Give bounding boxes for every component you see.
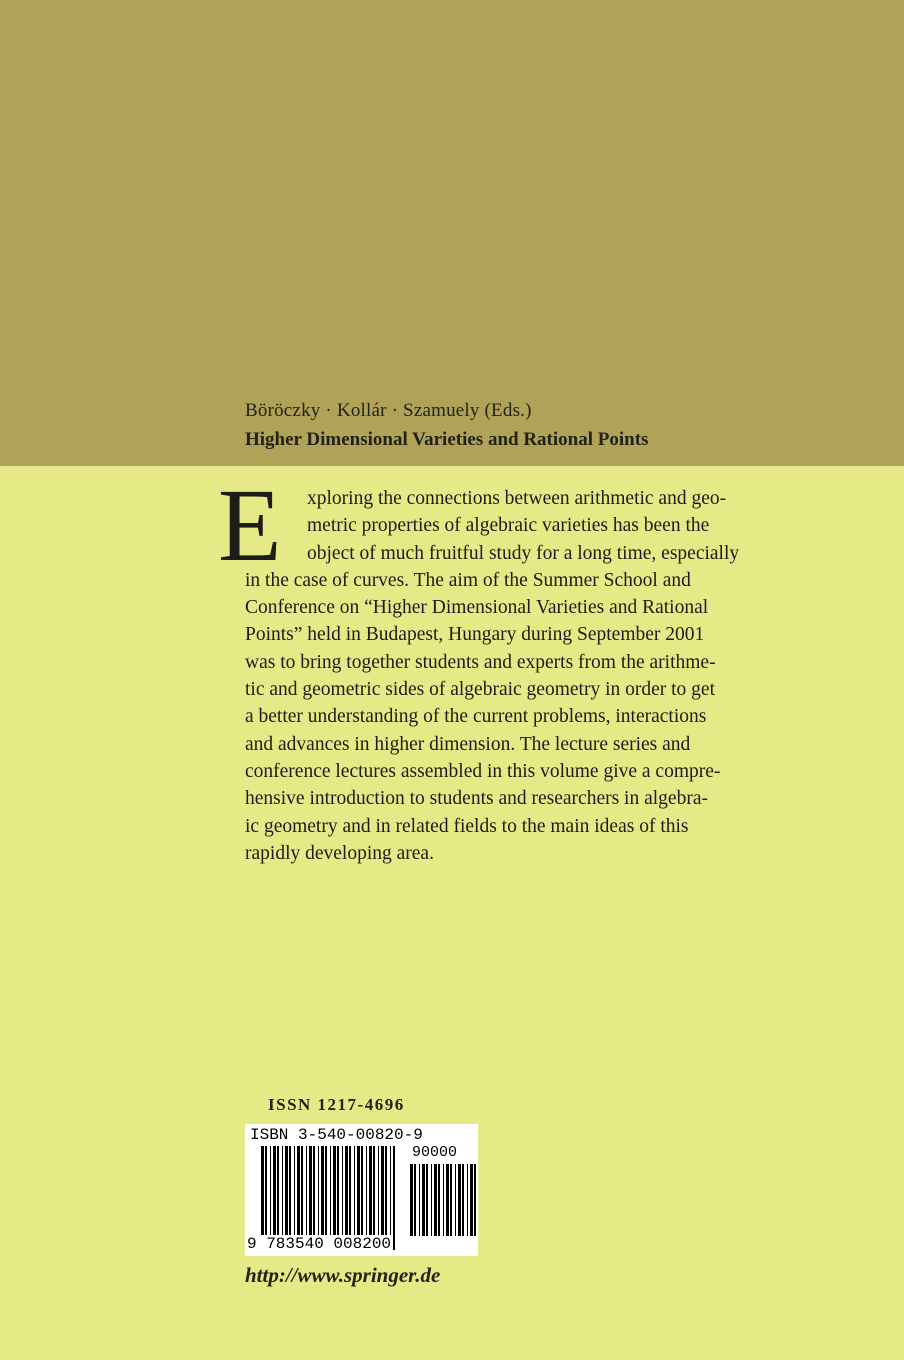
- barcode-bar: [443, 1164, 444, 1236]
- abstract-line: ic geometry and in related fields to the main ideas of this: [245, 815, 689, 837]
- barcode-bar: [474, 1164, 476, 1236]
- barcode-bar: [426, 1164, 428, 1236]
- barcode-bar: [393, 1146, 395, 1250]
- abstract-line: in the case of curves. The aim of the Summer School and: [245, 569, 691, 591]
- abstract-line: a better understanding of the current problems, interactions: [245, 706, 707, 728]
- barcode-bar: [455, 1164, 456, 1236]
- barcode-bar: [450, 1164, 452, 1236]
- abstract-line: xploring the connections between arithmetic and geo-: [307, 488, 727, 509]
- abstract-text: [245, 485, 775, 867]
- abstract-line: object of much fruitful study for a long time, especially: [307, 542, 740, 564]
- abstract-line: hensive introduction to students and researchers in algebra-: [245, 788, 708, 810]
- barcode-bar: [434, 1164, 437, 1236]
- isbn-number: ISBN 3-540-00820-9: [250, 1126, 423, 1144]
- book-title: Higher Dimensional Varieties and Rational Points: [245, 429, 649, 450]
- abstract-line: Points” held in Budapest, Hungary during September 2001: [245, 624, 705, 646]
- cover-top-band: [0, 0, 904, 466]
- abstract-line: conference lectures assembled in this volume give a compre-: [245, 760, 721, 782]
- barcode-bar: [419, 1164, 420, 1236]
- barcode-bar: [410, 1164, 413, 1236]
- issn-number: ISSN 1217-4696: [268, 1095, 405, 1114]
- barcode: [245, 1124, 478, 1256]
- barcode-bar: [414, 1164, 416, 1236]
- abstract-line: and advances in higher dimension. The lecture series and: [245, 733, 691, 755]
- abstract-line: metric properties of algebraic varieties has been the: [307, 515, 710, 537]
- ean-number: 9 783540 008200: [247, 1235, 392, 1253]
- barcode-bar: [470, 1164, 473, 1236]
- price-code: 90000: [412, 1144, 458, 1161]
- editors-line: Böröczky · Kollár · Szamuely (Eds.): [245, 400, 532, 421]
- barcode-bar: [458, 1164, 461, 1236]
- drop-cap: E: [218, 468, 282, 583]
- barcode-bar: [467, 1164, 468, 1236]
- barcode-bar: [438, 1164, 440, 1236]
- abstract-line: Conference on “Higher Dimensional Varieties and Rational: [245, 597, 709, 619]
- barcode-bar: [422, 1164, 425, 1236]
- barcode-bar: [462, 1164, 464, 1236]
- abstract-line: rapidly developing area.: [245, 842, 434, 864]
- abstract-line: tic and geometric sides of algebraic geometry in order to get: [245, 679, 715, 701]
- abstract-line: was to bring together students and experts from the arithme-: [245, 651, 716, 673]
- barcode-bar: [446, 1164, 449, 1236]
- publisher-url: http://www.springer.de: [245, 1263, 441, 1287]
- barcode-bar: [431, 1164, 432, 1236]
